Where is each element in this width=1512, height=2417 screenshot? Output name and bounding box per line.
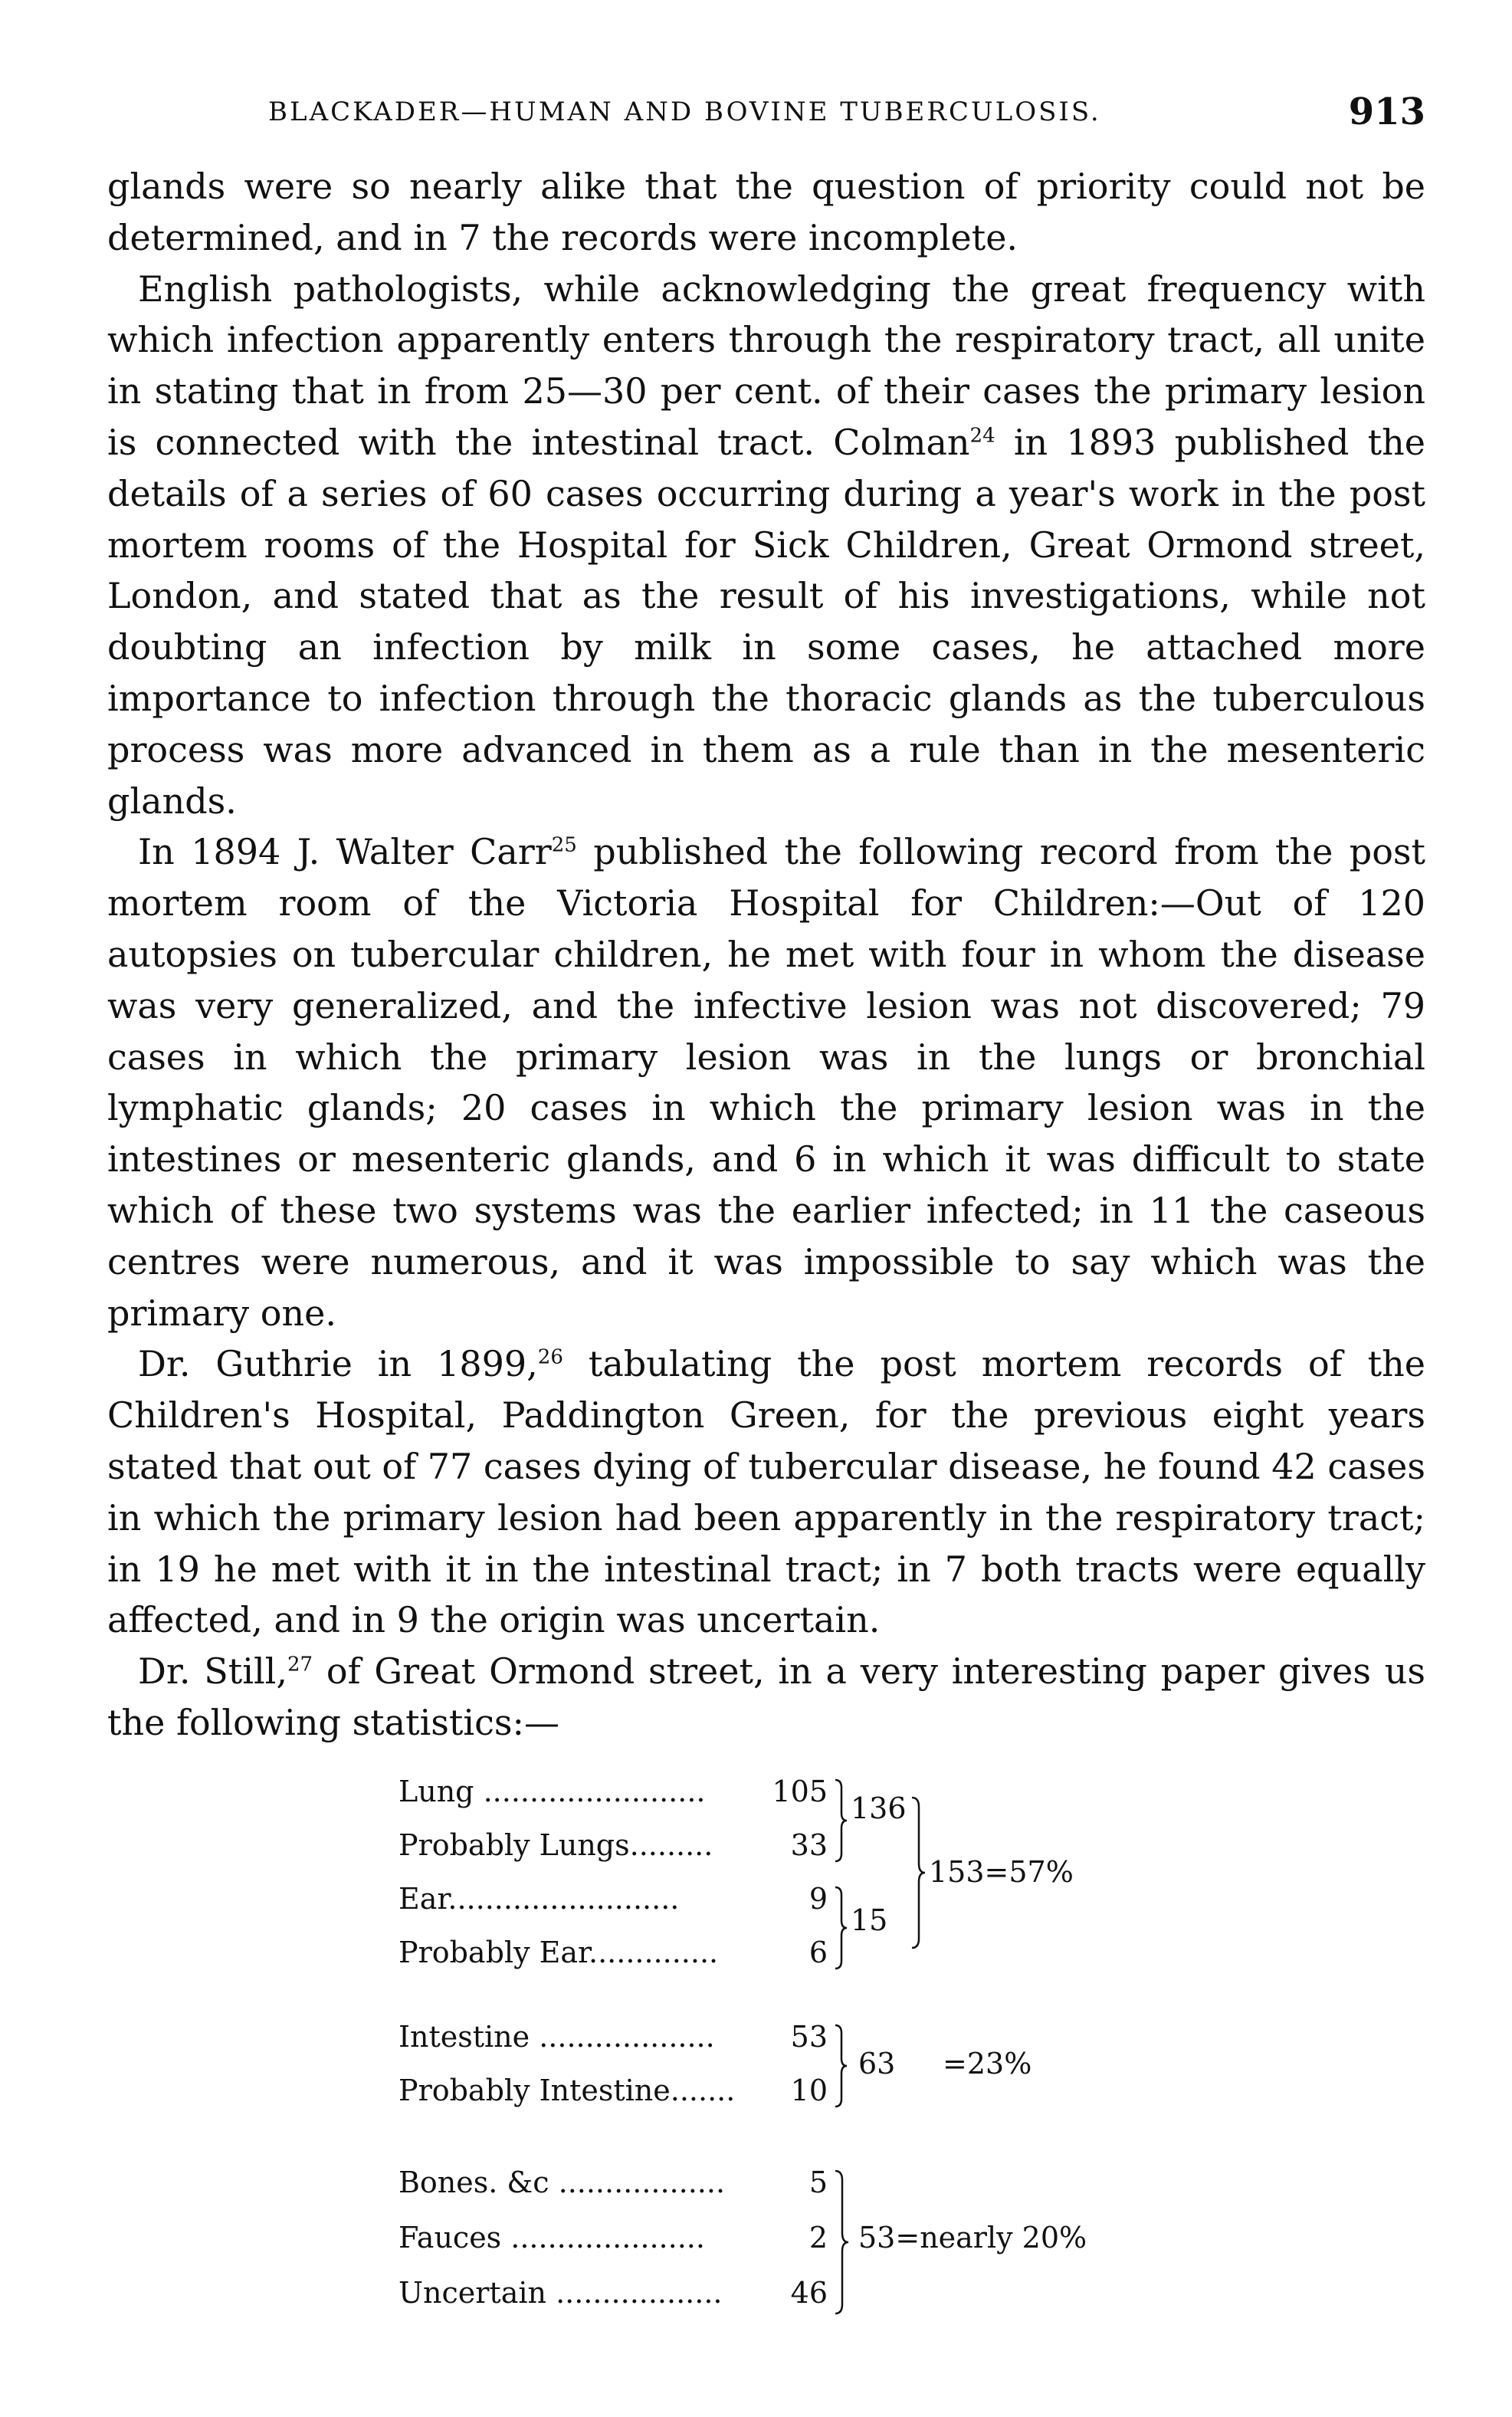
stat-value: 5	[808, 2166, 828, 2199]
total-respiratory: 153=57%	[929, 1855, 1074, 1889]
stat-row	[398, 2166, 828, 2208]
stat-value: 10	[790, 2074, 828, 2107]
paragraph-text: glands were so nearly alike that the question of priority could not be determined, and in 7 the records were incomplete.	[107, 166, 1425, 258]
paragraph-text: published the following record from the post mortem room of the Victoria Hospital for Children:—Out of 120 autopsies on tubercular children, he met with four in whom the disease was very generalized, and the infective lesion was not discovered; 79 cases in which the primary lesion was in the lungs or bronchial lymphatic glands; 20 cases in which the primary lesion was in the intestines or mesenteric glands, and 6 in which it was difficult to state which of these two systems was the earlier infected; in 11 the caseous centres were numerous, and it was impossible to say which was the primary one.	[107, 831, 1425, 1334]
stat-label: Probably Lungs.........	[398, 1828, 713, 1862]
brace-intestine	[834, 2024, 848, 2108]
paragraph-text: Dr. Still,	[138, 1650, 287, 1693]
stat-label: Probably Intestine.......	[398, 2074, 736, 2107]
footnote-ref: 26	[537, 1346, 563, 1369]
stat-value: 53	[790, 2020, 828, 2054]
stat-label: Lung ........................	[398, 1775, 706, 1808]
paragraph-text: in 1893 published the details of a series of 60 cases occurring during a year's work in the post mortem rooms of the Hospital for Sick Children, Great Ormond street, London, and stated that as the result of his investigations, while not doubting an infection by milk in some cases, he attached more importance to infection through the thoracic glands as the tuberculous process was more advanced in them as a rule than in the mesenteric glands.	[107, 421, 1425, 822]
stat-row	[398, 1775, 828, 1818]
stat-label: Ear.........................	[398, 1882, 680, 1916]
paragraph	[107, 826, 1425, 1338]
brace-respiratory	[910, 1796, 926, 1949]
stat-label: Intestine ...................	[398, 2020, 715, 2054]
footnote-ref: 24	[969, 424, 995, 448]
paragraph	[107, 161, 1425, 264]
body-text	[107, 161, 1425, 1749]
stat-value: 33	[790, 1828, 828, 1862]
page-header	[107, 90, 1425, 144]
paragraph-text: English pathologists, while acknowledging the great frequency with which infection apparently enters through the respiratory tract, all unite in stating that in from 25—30 per cent. of their cases the primary lesion is connected with the intestinal tract. Colman	[107, 268, 1425, 463]
paragraph	[107, 264, 1425, 827]
brace-lungs	[834, 1778, 848, 1863]
page-number: 913	[1348, 90, 1425, 133]
footnote-ref: 27	[287, 1653, 313, 1676]
total-intestine: =23%	[943, 2047, 1032, 2080]
stat-label: Fauces .....................	[398, 2221, 705, 2254]
paragraph-text: tabulating the post mortem records of the Children's Hospital, Paddington Green, for the previous eight years stated that out of 77 cases dying of tubercular disease, he found 42 cases in which the primary lesion had been apparently in the respiratory tract; in 19 he met with it in the intestinal tract; in 7 both tracts were equally affected, and in 9 the origin was uncertain.	[107, 1343, 1425, 1641]
stat-value: 2	[808, 2221, 828, 2254]
stat-row	[398, 2074, 828, 2117]
stat-row	[398, 1828, 828, 1871]
statistics-table	[398, 1775, 1241, 2388]
footnote-ref: 25	[551, 834, 577, 858]
stat-row	[398, 1882, 828, 1925]
subtotal-lungs: 136	[851, 1791, 907, 1825]
subtotal-intestine: 63	[858, 2047, 896, 2080]
brace-ear	[834, 1886, 848, 1970]
subtotal-ear: 15	[851, 1903, 888, 1937]
paragraph-text: In 1894 J. Walter Carr	[138, 831, 552, 873]
stat-row	[398, 2276, 828, 2319]
total-other: 53=nearly 20%	[858, 2221, 1087, 2254]
running-head: BLACKADER—HUMAN AND BOVINE TUBERCULOSIS.	[268, 97, 1101, 127]
brace-other	[834, 2169, 849, 2315]
stat-label: Uncertain ..................	[398, 2276, 723, 2310]
stat-label: Probably Ear..............	[398, 1936, 719, 1969]
paragraph-text: of Great Ormond street, in a very interesting paper gives us the following statistics:—	[107, 1650, 1425, 1743]
paragraph	[107, 1646, 1425, 1749]
stat-row	[398, 2020, 828, 2063]
stat-row	[398, 1936, 828, 1979]
paragraph	[107, 1338, 1425, 1646]
paragraph-text: Dr. Guthrie in 1899,	[138, 1343, 538, 1385]
stat-value: 9	[808, 1882, 828, 1916]
stat-value: 46	[790, 2276, 828, 2310]
stat-value: 105	[772, 1775, 828, 1808]
stat-row	[398, 2221, 828, 2264]
stat-value: 6	[808, 1936, 828, 1969]
stat-label: Bones. &c ..................	[398, 2166, 726, 2199]
